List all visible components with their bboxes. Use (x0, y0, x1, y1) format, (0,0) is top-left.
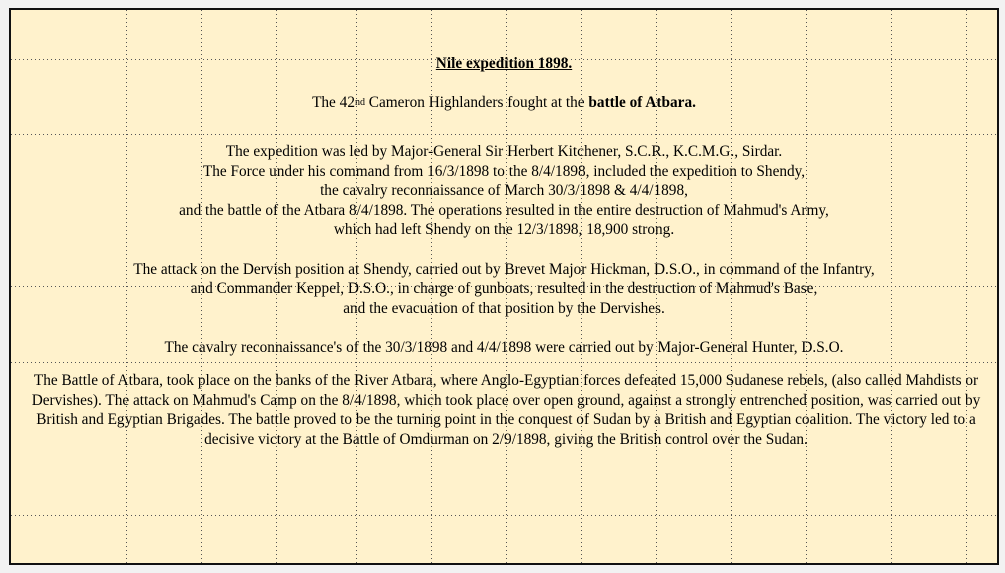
expedition-line: The expedition was led by Major-General Sir Herbert Kitchener, S.C.R., K.C.M.G., Sirdar. (225, 143, 783, 160)
shendy-line: The attack on the Dervish position at Shendy, carried out by Brevet Major Hickman, D.S.O., in command of the Infantry, (133, 260, 875, 278)
document-frame (9, 8, 999, 565)
page-title: Nile expedition 1898. (435, 55, 573, 72)
expedition-line: the cavalry reconnaissance of March 30/3/1898 & 4/4/1898, (320, 182, 688, 200)
expedition-line: and the battle of the Atbara 8/4/1898. The operations resulted in the entire destruction of Mahmud's Army, (179, 201, 829, 219)
shendy-line: and Commander Keppel, D.S.O., in charge of gunboats, resulted in the destruction of Mahmud's Base, (190, 280, 818, 298)
battle-paragraph: The Battle of Atbara, took place on the banks of the River Atbara, where Anglo-Egyptian forces defeated 15,000 Sudanese rebels, (also called Mahdists or Dervishes). The attack on Mahmud's Camp on the 8/4/1898, which took place over open ground, against a strongly entrenched position, was carried out by British and Egyptian Brigades. The battle proved to be the turning point in the conquest of Sudan by a British and Egyptian coalition. The victory led to a decisive victory at the Battle of Omdurman on 2/9/1898, giving the British control over the Sudan. (31, 372, 981, 448)
cavalry-line: The cavalry reconnaissance's of the 30/3/1898 and 4/4/1898 were carried out by Major-General Hunter, D.S.O. (164, 339, 844, 356)
intro-superscript: nd (354, 97, 365, 108)
intro-text-middle: Cameron Highlanders fought at the (364, 94, 589, 111)
intro-line (11, 93, 997, 113)
expedition-line: The Force under his command from 16/3/1898 to the 8/4/1898, included the expedition to Shendy, (202, 162, 806, 180)
intro-text-before: The 42 (312, 94, 355, 111)
intro-bold-text: battle of Atbara. (588, 94, 696, 111)
shendy-line: and the evacuation of that position by the Dervishes. (343, 299, 665, 317)
expedition-line: which had left Shendy on the 12/3/1898, 18,900 strong. (333, 221, 675, 239)
